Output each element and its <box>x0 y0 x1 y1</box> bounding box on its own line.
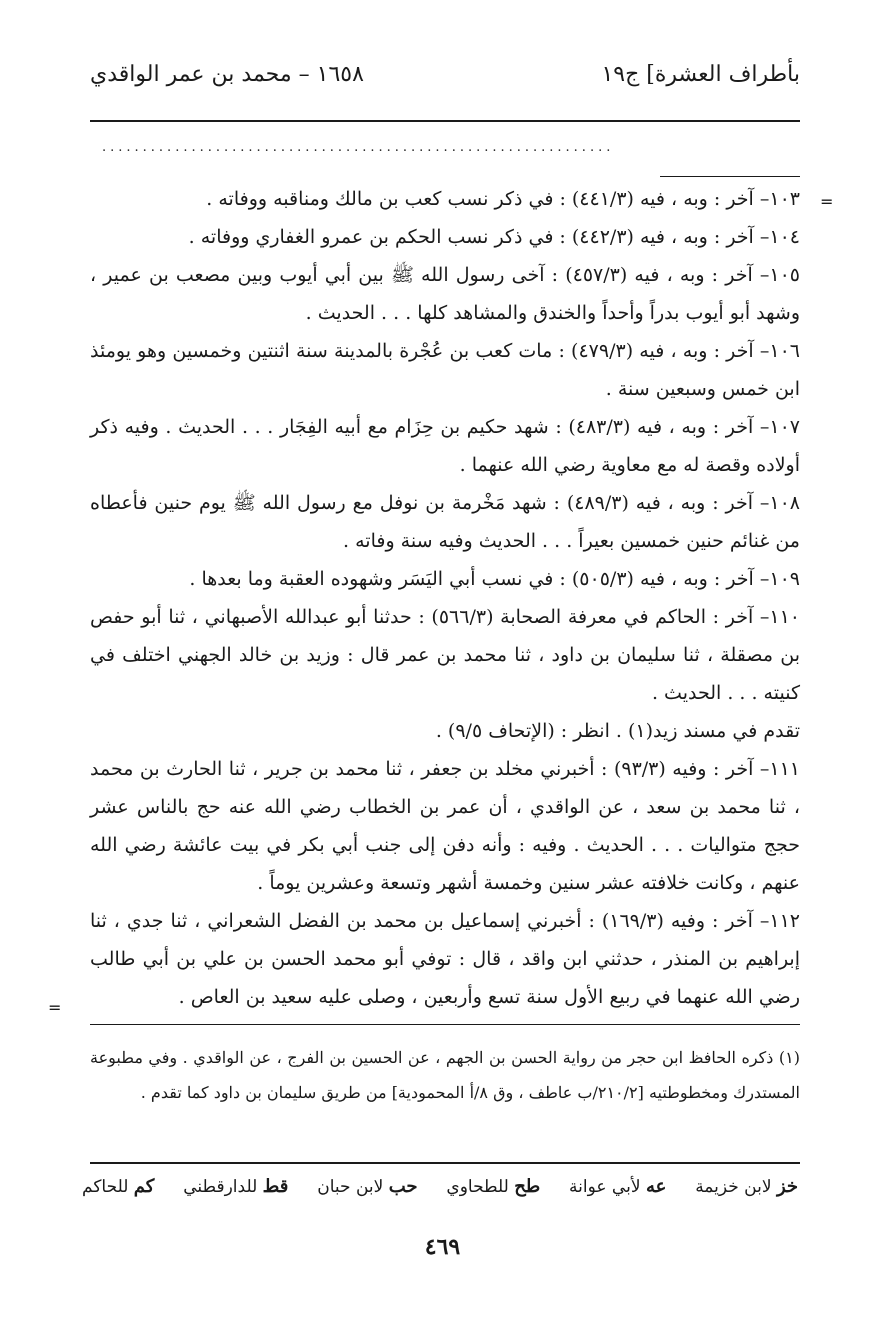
entry-104 <box>90 218 800 256</box>
entry-text: آخر : وبه ، فيه (٤٤٢/٣) : في ذكر نسب الحكم بن عمرو الغفاري ووفاته . <box>188 226 760 248</box>
body-top-rule <box>660 176 800 177</box>
entry-number: ١٠٩– <box>759 568 800 590</box>
entry-text: آخر : الحاكم في معرفة الصحابة (٥٦٦/٣) : حدثنا أبو عبدالله الأصبهاني ، ثنا أبو حفص بن مصقلة ، ثنا سليمان بن داود ، ثنا محمد بن عمر قال : وزيد بن خالد الجهني اختلف في كنيته . . . الحديث . <box>90 606 800 704</box>
entry-111 <box>90 750 800 902</box>
section-title: ١٦٥٨ – محمد بن عمر الواقدي <box>90 62 364 87</box>
abbrev-item: خز لابن خزيمة <box>695 1176 798 1197</box>
entry-number: ١٠٧– <box>759 416 800 438</box>
footnote: (١) ذكره الحافظ ابن حجر من رواية الحسن بن الجهم ، عن الحسين بن الفرج ، عن الواقدي . وفي مطبوعة المستدرك ومخطوطتيه [٢١٠/٢/ب عاطف ، وق ٨/أ المحمودية] من طريق سليمان بن داود كما تقدم . <box>90 1048 800 1102</box>
abbrev-item: قط للدارقطني <box>183 1176 289 1197</box>
entry-text: آخر : وبه ، فيه (٤٨٩/٣) : شهد مَخْرمة بن نوفل مع رسول الله ﷺ يوم حنين فأعطاه من غنائم حنين خمسين بعيراً . . . الحديث وفيه سنة وفاته . <box>90 492 800 552</box>
entry-text: تقدم في مسند زيد(١) . انظر : (الإتحاف ٩/٥) . <box>435 720 800 742</box>
entry-110-note <box>90 712 800 750</box>
entry-105 <box>90 256 800 332</box>
separator-dots: ............................................................... <box>102 140 615 155</box>
footnote-rule <box>90 1024 800 1025</box>
entry-number: ١٠٦– <box>759 340 800 362</box>
abbrev-item: حب لابن حبان <box>317 1176 418 1197</box>
entry-106 <box>90 332 800 408</box>
abbreviations-rule <box>90 1162 800 1164</box>
abbrev-item: طح للطحاوي <box>446 1176 541 1197</box>
entry-number: ١٠٣– <box>759 188 800 210</box>
running-header <box>90 62 800 98</box>
entry-number: ١٠٨– <box>759 492 801 514</box>
entry-number: ١٠٥– <box>759 264 800 286</box>
entry-107 <box>90 408 800 484</box>
entry-text: آخر : وبه ، فيه (٤٧٩/٣) : مات كعب بن عُجْرة بالمدينة سنة اثنتين وخمسين وهو يومئذ ابن خمس وسبعين سنة . <box>90 340 800 400</box>
entry-text: آخر : وفيه (١٦٩/٣) : أخبرني إسماعيل بن محمد بن الفضل الشعراني ، ثنا جدي ، ثنا إبراهيم بن المنذر ، حدثني ابن واقد ، قال : توفي أبو محمد الحسن بن علي بن أبي طالب رضي الله عنهما في ربيع الأول سنة تسع وأربعين ، وصلى عليه سعيد بن العاص . <box>90 910 801 1008</box>
book-title: بأطراف العشرة] ج١٩ <box>601 62 800 87</box>
margin-mark-bottom: = <box>48 998 62 1017</box>
entry-number: ١١٠– <box>759 606 800 628</box>
abbrev-item: عه لأبي عوانة <box>569 1176 667 1197</box>
abbreviations-legend <box>82 1176 798 1197</box>
entry-109 <box>90 560 800 598</box>
entry-103 <box>90 180 800 218</box>
hadith-entries <box>90 180 800 1016</box>
entry-text: آخر : وبه ، فيه (٤٤١/٣) : في ذكر نسب كعب بن مالك ومناقبه ووفاته . <box>206 188 760 210</box>
abbrev-item: كم للحاكم <box>82 1176 155 1197</box>
entry-text: آخر : وبه ، فيه (٥٠٥/٣) : في نسب أبي اليَسَر وشهوده العقبة وما بعدها . <box>189 568 760 590</box>
margin-mark-top: = <box>820 192 834 211</box>
entry-text: آخر : وبه ، فيه (٤٨٣/٣) : شهد حكيم بن حِزَام مع أبيه الفِجَار . . . الحديث . وفيه ذكر أولاده وقصة له مع معاوية رضي الله عنهما . <box>90 416 800 476</box>
entry-112 <box>90 902 800 1016</box>
entry-number: ١١١– <box>759 758 800 780</box>
entry-number: ١١٢– <box>759 910 800 932</box>
entry-108 <box>90 484 800 560</box>
page-number: ٤٦٩ <box>424 1234 461 1260</box>
header-rule <box>90 120 800 122</box>
entry-number: ١٠٤– <box>759 226 800 248</box>
entry-text: آخر : وفيه (٩٣/٣) : أخبرني مخلد بن جعفر ، ثنا محمد بن جرير ، ثنا الحارث بن محمد ، ثنا محمد بن سعد ، عن الواقدي ، أن عمر بن الخطاب رضي الله عنه حج بالناس عشر حجج متواليات . . . الحديث . وفيه : وأنه دفن إلى جنب أبي بكر في بيت عائشة رضي الله عنهم ، وكانت خلافته عشر سنين وخمسة أشهر وتسعة وعشرين يوماً . <box>90 758 800 894</box>
entry-110 <box>90 598 800 712</box>
entry-text: آخر : وبه ، فيه (٤٥٧/٣) : آخى رسول الله ﷺ بين أبي أيوب وبين مصعب بن عمير ، وشهد أبو أيوب بدراً وأحداً والخندق والمشاهد كلها . . . الحديث . <box>90 264 800 324</box>
